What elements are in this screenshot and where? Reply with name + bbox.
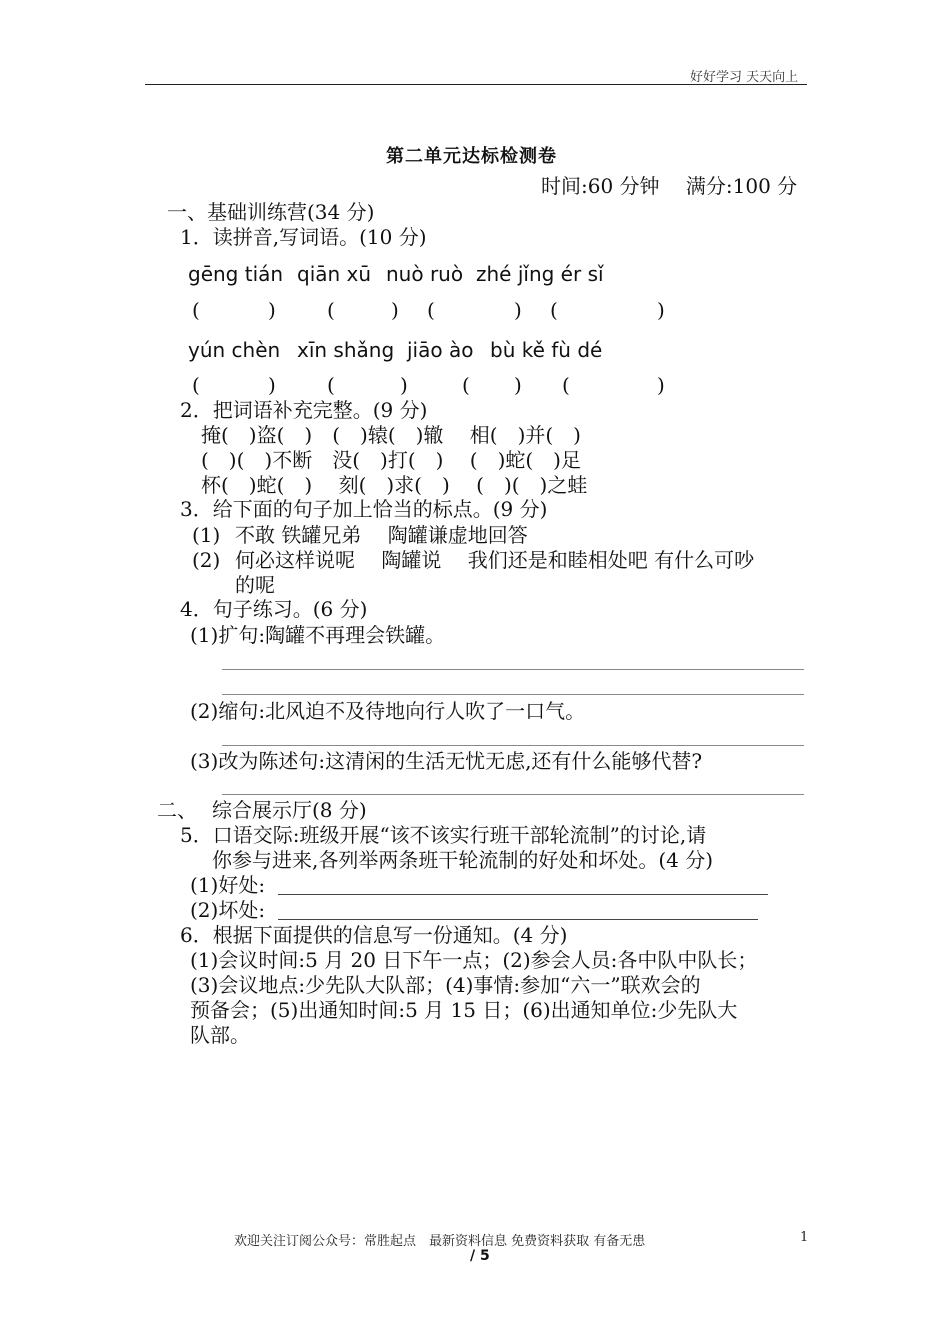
answer-bracket: ) bbox=[400, 373, 408, 397]
exam-meta: 时间:60 分钟 满分:100 分 bbox=[541, 174, 798, 198]
footer-text: 欢迎关注订阅公众号：常胜起点 最新资料信息 免费资料获取 有备无患 bbox=[234, 1234, 646, 1249]
q4-label: 4．句子练习。(6 分) bbox=[180, 597, 368, 621]
page-number: 1 bbox=[800, 1230, 809, 1245]
q1-label: 1．读拼音,写词语。(10 分) bbox=[180, 225, 427, 249]
q5-text-continued: 你参与进来,各列举两条班干轮流制的好处和坏处。(4 分) bbox=[212, 848, 714, 872]
idiom-line[interactable]: 杯( )蛇( ) 刻( )求( ) ( )( )之蛙 bbox=[201, 473, 588, 497]
answer-line[interactable] bbox=[222, 694, 804, 695]
answer-bracket: ) bbox=[514, 298, 522, 322]
answer-line[interactable] bbox=[222, 794, 804, 795]
answer-bracket[interactable]: ( bbox=[192, 298, 200, 322]
pinyin-item: zhé jǐng ér sǐ bbox=[476, 262, 604, 286]
answer-bracket[interactable]: ( bbox=[327, 298, 335, 322]
q5-bad-label: (2)坏处: bbox=[190, 898, 266, 922]
q3-item-text: 何必这样说呢 陶罐说 我们还是和睦相处吧 有什么可吵 bbox=[235, 548, 755, 572]
pinyin-item: nuò ruò bbox=[386, 262, 464, 286]
pinyin-item: qiān xū bbox=[297, 262, 372, 286]
answer-bracket: ) bbox=[514, 373, 522, 397]
answer-line[interactable] bbox=[278, 919, 758, 920]
header-rule bbox=[145, 84, 807, 85]
q3-item-number: (2) bbox=[192, 548, 221, 572]
pinyin-item: xīn shǎng bbox=[297, 338, 395, 362]
idiom-line[interactable]: 掩( )盗( ) ( )辕( )辙 相( )并( ) bbox=[201, 423, 581, 447]
q4-item-declarative: (3)改为陈述句:这清闲的生活无忧无虑,还有什么能够代替? bbox=[190, 749, 703, 773]
q6-label: 6．根据下面提供的信息写一份通知。(4 分) bbox=[180, 923, 568, 947]
q6-info-line: (3)会议地点:少先队大队部；(4)事情:参加“六一”联欢会的 bbox=[190, 973, 701, 997]
answer-bracket[interactable]: ( bbox=[550, 298, 558, 322]
section2-heading-number: 二、 bbox=[157, 798, 197, 822]
answer-bracket: ) bbox=[657, 373, 665, 397]
q3-item-text-continued: 的呢 bbox=[235, 573, 275, 597]
answer-bracket[interactable]: ( bbox=[327, 373, 335, 397]
q2-label: 2．把词语补充完整。(9 分) bbox=[180, 398, 428, 422]
answer-bracket[interactable]: ( bbox=[427, 298, 435, 322]
answer-bracket[interactable]: ( bbox=[562, 373, 570, 397]
q4-item-expand: (1)扩句:陶罐不再理会铁罐。 bbox=[190, 623, 446, 647]
q5-good-label: (1)好处: bbox=[190, 873, 266, 897]
answer-line[interactable] bbox=[222, 745, 804, 746]
section1-heading: 一、基础训练营(34 分) bbox=[167, 200, 375, 224]
page-count: / 5 bbox=[470, 1248, 490, 1264]
q4-item-shorten: (2)缩句:北风迫不及待地向行人吹了一口气。 bbox=[190, 699, 586, 723]
q3-item-number: (1) bbox=[192, 523, 221, 547]
pinyin-item: bù kě fù dé bbox=[490, 338, 603, 362]
answer-bracket: ) bbox=[657, 298, 665, 322]
answer-bracket[interactable]: ( bbox=[462, 373, 470, 397]
q6-info-line: 队部。 bbox=[190, 1023, 250, 1047]
answer-bracket: ) bbox=[268, 298, 276, 322]
idiom-line[interactable]: ( )( )不断 没( )打( ) ( )蛇( )足 bbox=[201, 448, 581, 472]
answer-line[interactable] bbox=[222, 669, 804, 670]
q6-info-line: (1)会议时间:5 月 20 日下午一点；(2)参会人员:各中队中队长； bbox=[190, 948, 758, 972]
page-title: 第二单元达标检测卷 bbox=[386, 146, 557, 167]
pinyin-item: yún chèn bbox=[188, 338, 281, 362]
answer-bracket: ) bbox=[268, 373, 276, 397]
answer-bracket[interactable]: ( bbox=[192, 373, 200, 397]
pinyin-item: jiāo ào bbox=[407, 338, 474, 362]
section2-heading: 综合展示厅(8 分) bbox=[212, 798, 367, 822]
q5-text: 5．口语交际:班级开展“该不该实行班干部轮流制”的讨论,请 bbox=[180, 823, 707, 847]
pinyin-item: gēng tián bbox=[188, 262, 284, 286]
answer-bracket: ) bbox=[391, 298, 399, 322]
answer-line[interactable] bbox=[278, 894, 768, 895]
header-motto: 好好学习 天天向上 bbox=[690, 70, 799, 85]
q3-label: 3．给下面的句子加上恰当的标点。(9 分) bbox=[180, 497, 548, 521]
q3-item-text: 不敢 铁罐兄弟 陶罐谦虚地回答 bbox=[235, 523, 528, 547]
q6-info-line: 预备会；(5)出通知时间:5 月 15 日；(6)出通知单位:少先队大 bbox=[190, 998, 738, 1022]
